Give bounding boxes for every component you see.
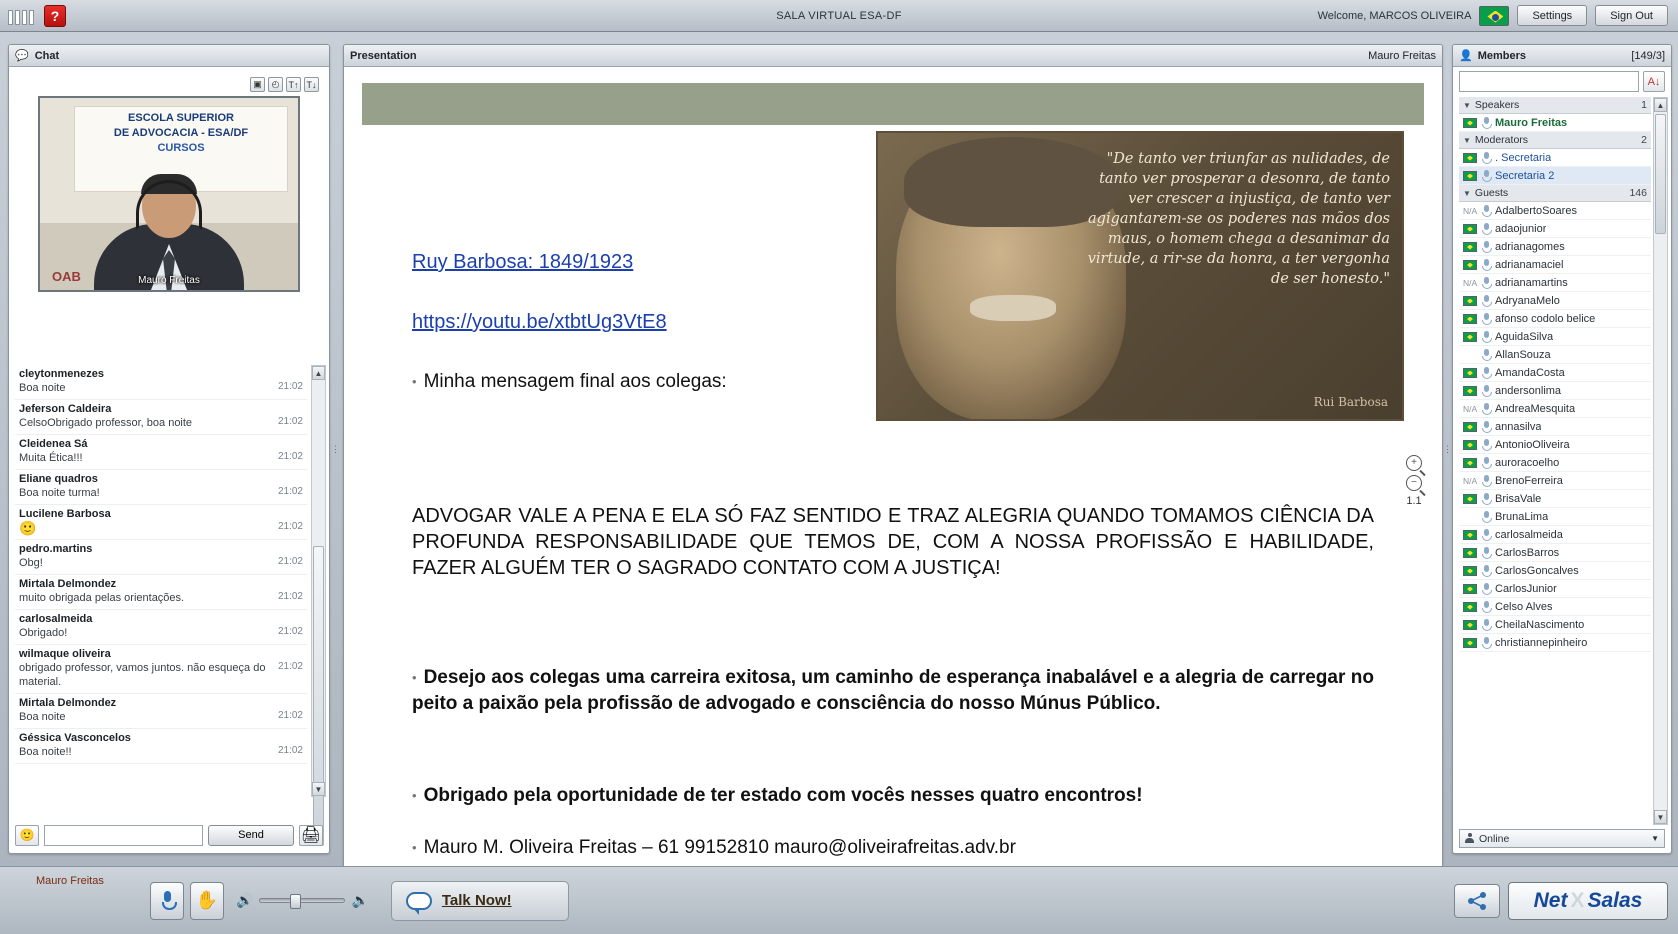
bottom-bar [0, 866, 1678, 934]
member-row[interactable] [1459, 616, 1651, 634]
member-row[interactable] [1459, 167, 1651, 185]
webcam-oab-label: OAB [52, 269, 81, 284]
presentation-title: Presentation [350, 49, 417, 62]
chat-message-user: Mirtala Delmondez [19, 697, 117, 709]
chat-header [9, 45, 329, 67]
chat-message [15, 540, 307, 575]
slide-paragraph-caps: ADVOGAR VALE A PENA E ELA SÓ FAZ SENTIDO E TRAZ ALEGRIA QUANDO TOMAMOS CIÊNCIA DA PROFUNDA RESPONSABILIDADE QUE TEMOS DE, COM A NOSSA PROFISSÃO E HABILIDADE, FAZER ALGUÉM TER O SAGRADO CONTATO COM A JUSTIÇA! [412, 505, 1374, 579]
chat-message-time: 21:02 [277, 745, 303, 756]
chat-message-user: pedro.martins [19, 543, 93, 555]
member-row[interactable] [1459, 292, 1651, 310]
chat-message-text: Boa noite [19, 382, 66, 394]
chat-message-time: 21:02 [277, 626, 303, 637]
microphone-icon [1481, 205, 1491, 217]
slide-bullet-2: • Desejo aos colegas uma carreira exitosa, um caminho de esperança inabalável e a alegria de carregar no peito a paixão pela profissão de advogado e consciência do nosso Múnus Público. [412, 667, 1374, 715]
chat-message-text: obrigado professor, vamos juntos. não esqueça do material. [19, 662, 266, 688]
member-name: AllanSouza [1495, 348, 1551, 361]
chat-message-text: Muita Ética!!! [19, 452, 83, 464]
chat-scrollbar[interactable] [311, 365, 326, 797]
speaker-icon: 🔊 [236, 892, 254, 908]
member-name: AguidaSilva [1495, 330, 1554, 343]
member-group-count: 2 [1641, 134, 1647, 146]
speaking-user-label: Mauro Freitas [36, 875, 104, 887]
member-name: CarlosBarros [1495, 546, 1560, 559]
chat-message-time: 21:02 [277, 556, 303, 567]
brazil-flag-icon[interactable] [1479, 6, 1509, 26]
member-row[interactable] [1459, 526, 1651, 544]
brazil-flag-icon [1463, 584, 1477, 594]
brazil-flag-icon [1463, 620, 1477, 630]
chat-message [15, 400, 307, 435]
chat-scroll-down-icon[interactable]: ▼ [312, 782, 325, 796]
member-name: Celso Alves [1495, 600, 1553, 613]
font-decrease-icon[interactable]: T↓ [304, 77, 319, 92]
members-scrollbar[interactable] [1653, 97, 1668, 825]
member-row[interactable] [1459, 598, 1651, 616]
chat-message-user: Lucilene Barbosa [19, 508, 111, 520]
print-chat-icon[interactable]: 🖨 [299, 825, 323, 846]
members-scroll-down-icon[interactable]: ▼ [1654, 810, 1667, 824]
brazil-flag-icon [1463, 440, 1477, 450]
microphone-icon [1481, 152, 1491, 164]
chat-message-text: Boa noite!! [19, 746, 72, 758]
sign-out-button[interactable]: Sign Out [1595, 5, 1668, 26]
chat-message-user: Mirtala Delmondez [19, 578, 117, 590]
zoom-out-icon[interactable]: − [1406, 475, 1422, 491]
webcam-person [94, 180, 244, 290]
welcome-text: Welcome, MARCOS OLIVEIRA [1317, 9, 1472, 22]
webcam-video[interactable] [38, 96, 300, 292]
chat-message-text: Boa noite turma! [19, 487, 100, 499]
no-camera-label: N/A [1463, 205, 1478, 216]
portrait-quote-text: "De tanto ver triunfar as nulidades, de tanto ver prosperar a desonra, de tanto ver crescer a injustiça, de tanto ver agigantarem-se os poderes nas mãos dos maus, o homem chega a desanimar da virtude, a rir-se da honra, a ter vergonha de ser honesto." [1087, 151, 1390, 287]
presenter-name: Mauro Freitas [1368, 49, 1436, 62]
brazil-flag-icon [1463, 602, 1477, 612]
webcam-clock-icon[interactable]: ◴ [268, 77, 283, 92]
chat-message-user: cleytonmenezes [19, 368, 104, 380]
microphone-icon [1481, 367, 1491, 379]
brazil-flag-icon [1463, 548, 1477, 558]
member-name: AntonioOliveira [1495, 438, 1570, 451]
member-row[interactable] [1459, 220, 1651, 238]
brand-right-text: Salas [1587, 888, 1643, 912]
member-row[interactable] [1459, 472, 1651, 490]
member-list[interactable] [1459, 97, 1651, 825]
member-row[interactable] [1459, 454, 1651, 472]
chat-message-user: wilmaque oliveira [19, 648, 111, 660]
slide-link-youtube[interactable]: https://youtu.be/xtbtUg3VtE8 [412, 311, 667, 333]
raise-hand-icon: ✋ [195, 890, 219, 910]
member-group-header[interactable] [1459, 132, 1651, 149]
microphone-icon [1481, 457, 1491, 469]
chat-message-user: Géssica Vasconcelos [19, 732, 131, 744]
chat-message-text: Boa noite [19, 711, 66, 723]
member-group-header[interactable] [1459, 97, 1651, 114]
chat-scroll-thumb[interactable] [313, 546, 324, 846]
microphone-icon [162, 891, 173, 911]
member-name: AdalbertoSoares [1495, 204, 1577, 217]
left-splitter[interactable]: ⋮ [331, 443, 339, 454]
member-row[interactable] [1459, 310, 1651, 328]
microphone-icon [1481, 421, 1491, 433]
member-name: auroracoelho [1495, 456, 1560, 469]
chat-message-text: CelsoObrigado professor, boa noite [19, 417, 193, 429]
slide-header-band [362, 83, 1424, 125]
webcam-name-label: Mauro Freitas [138, 275, 200, 286]
members-header [1453, 45, 1671, 67]
chat-icon: 💬 [15, 50, 29, 62]
member-search-bar [1459, 71, 1665, 92]
slide-bullet-3: • Obrigado pela oportunidade de ter estado com vocês nesses quatro encontros! [412, 785, 1143, 807]
microphone-icon [1481, 493, 1491, 505]
microphone-icon [1481, 223, 1491, 235]
top-bar-right [1318, 5, 1678, 26]
sort-az-icon[interactable]: A↓ [1643, 71, 1665, 92]
members-title: Members [1477, 49, 1526, 62]
member-row[interactable] [1459, 436, 1651, 454]
chat-message-text: Obrigado! [19, 627, 68, 639]
microphone-icon [1481, 529, 1491, 541]
brazil-flag-icon [1463, 422, 1477, 432]
chat-message-user: Jeferson Caldeira [19, 403, 112, 415]
member-name: adrianamartins [1495, 276, 1568, 289]
member-row[interactable] [1459, 274, 1651, 292]
microphone-icon [1481, 637, 1491, 649]
member-row[interactable] [1459, 238, 1651, 256]
microphone-icon [1481, 403, 1491, 415]
member-row[interactable] [1459, 114, 1651, 132]
talk-now-button[interactable] [391, 881, 569, 921]
settings-button[interactable]: Settings [1517, 5, 1587, 26]
brazil-flag-icon [1463, 314, 1477, 324]
microphone-icon [1481, 170, 1491, 182]
brazil-flag-icon [1463, 332, 1477, 342]
chat-scroll-up-icon[interactable]: ▲ [312, 366, 325, 380]
no-camera-label: N/A [1463, 403, 1478, 414]
microphone-icon [1481, 439, 1491, 451]
microphone-icon [1481, 385, 1491, 397]
chat-message [15, 694, 307, 729]
share-button[interactable] [1454, 884, 1500, 918]
member-row[interactable] [1459, 508, 1651, 526]
chat-message-time: 21:02 [277, 661, 303, 672]
chat-message [15, 470, 307, 505]
member-row[interactable] [1459, 202, 1651, 220]
microphone-icon [1481, 601, 1491, 613]
member-name: christiannepinheiro [1495, 636, 1588, 649]
slide-link-ruy-barbosa[interactable]: Ruy Barbosa: 1849/1923 [412, 251, 634, 273]
microphone-button[interactable] [150, 882, 184, 920]
chat-message-user: Eliane quadros [19, 473, 98, 485]
member-name: afonso codolo belice [1495, 312, 1596, 325]
emoji-picker-icon[interactable]: 🙂 [15, 825, 39, 846]
brazil-flag-icon [1463, 296, 1477, 306]
member-name: andersonlima [1495, 384, 1562, 397]
member-row[interactable] [1459, 400, 1651, 418]
member-name: BrenoFerreira [1495, 474, 1563, 487]
member-name: annasilva [1495, 420, 1542, 433]
zoom-in-icon[interactable]: + [1406, 455, 1422, 471]
member-group-count: 1 [1641, 99, 1647, 111]
member-name: AndreaMesquita [1495, 402, 1576, 415]
member-row[interactable] [1459, 544, 1651, 562]
microphone-icon [1481, 583, 1491, 595]
brazil-flag-icon [1463, 368, 1477, 378]
chat-panel [8, 44, 330, 854]
volume-slider[interactable] [259, 898, 345, 903]
chat-message-list[interactable] [15, 365, 307, 797]
member-group-name: Moderators [1474, 134, 1529, 146]
brazil-flag-icon [1463, 458, 1477, 468]
member-row[interactable] [1459, 634, 1651, 652]
speech-bubble-icon [406, 892, 432, 910]
brazil-flag-icon [1463, 638, 1477, 648]
chevron-down-icon[interactable]: ▼ [1463, 135, 1471, 145]
chat-message-user: carlosalmeida [19, 613, 93, 625]
chat-message-time: 21:02 [277, 710, 303, 721]
member-name: adrianagomes [1495, 240, 1565, 253]
brazil-flag-icon [1463, 386, 1477, 396]
members-panel [1452, 44, 1672, 854]
chat-input[interactable] [44, 825, 203, 846]
microphone-icon [1481, 277, 1491, 289]
chat-message-time: 21:02 [277, 381, 303, 392]
member-name: CheilaNascimento [1495, 618, 1585, 631]
microphone-icon [1481, 565, 1491, 577]
right-splitter[interactable]: ⋮ [1443, 443, 1451, 454]
presentation-header [344, 45, 1442, 67]
microphone-icon [1481, 259, 1491, 271]
member-name: AmandaCosta [1495, 366, 1565, 379]
chevron-down-icon[interactable]: ▼ [1463, 188, 1471, 198]
member-name: Mauro Freitas [1495, 116, 1568, 129]
no-camera-label: N/A [1463, 277, 1478, 288]
talk-now-label: Talk Now! [441, 892, 512, 909]
members-scroll-up-icon[interactable]: ▲ [1654, 98, 1667, 112]
member-row[interactable] [1459, 382, 1651, 400]
brazil-flag-icon [1463, 118, 1477, 128]
member-name: . Secretaria [1495, 151, 1552, 164]
chat-message [15, 610, 307, 645]
chat-message-time: 21:02 [277, 521, 303, 532]
chat-message-user: Cleidenea Sá [19, 438, 88, 450]
microphone-icon [1481, 547, 1491, 559]
help-button[interactable]: ? [44, 5, 66, 27]
webcam-snapshot-icon[interactable]: ▣ [250, 77, 265, 92]
chevron-down-icon[interactable]: ▼ [1463, 100, 1471, 110]
chat-message-time: 21:02 [277, 416, 303, 427]
members-scroll-thumb[interactable] [1655, 114, 1666, 234]
chat-message-text: Obg! [19, 557, 43, 569]
member-row[interactable] [1459, 490, 1651, 508]
members-icon: 👤 [1459, 50, 1473, 62]
bottom-bar-right [1454, 882, 1678, 920]
room-title: SALA VIRTUAL ESA-DF [776, 9, 902, 22]
member-row[interactable] [1459, 364, 1651, 382]
send-button[interactable]: Send [208, 825, 294, 846]
brazil-flag-icon [1463, 566, 1477, 576]
brazil-flag-icon [1463, 171, 1477, 181]
member-status-label: Online [1479, 832, 1510, 845]
member-name: BrunaLima [1495, 510, 1549, 523]
webcam-toolbar [9, 75, 329, 96]
member-group-header[interactable] [1459, 185, 1651, 202]
member-group-name: Guests [1474, 187, 1509, 199]
chat-message [15, 645, 307, 694]
chat-message [15, 729, 307, 764]
slide-bullet-4: • Mauro M. Oliveira Freitas – 61 99152810 mauro@oliveirafreitas.adv.br [412, 837, 1016, 859]
microphone-icon [1481, 117, 1491, 129]
person-icon [1465, 833, 1474, 844]
member-row[interactable] [1459, 256, 1651, 274]
slide-canvas[interactable] [354, 73, 1432, 875]
brazil-flag-icon [1463, 530, 1477, 540]
brazil-flag-icon [1463, 153, 1477, 163]
chat-message-text: 🙂 [19, 520, 37, 536]
microphone-icon [1481, 331, 1491, 343]
member-search-input[interactable] [1459, 71, 1639, 92]
chat-title: Chat [34, 49, 60, 62]
brazil-flag-icon [1463, 494, 1477, 504]
member-row[interactable] [1459, 346, 1651, 364]
member-name: CarlosGoncalves [1495, 564, 1579, 577]
brazil-flag-icon [1463, 224, 1477, 234]
microphone-icon [1481, 241, 1491, 253]
microphone-icon [1481, 511, 1491, 523]
chat-input-bar [15, 823, 323, 847]
microphone-icon [1481, 475, 1491, 487]
chat-message [15, 365, 307, 400]
share-icon [1466, 891, 1488, 911]
microphone-icon [1481, 295, 1491, 307]
chat-message [15, 505, 307, 540]
slide-bullet-1: • Minha mensagem final aos colegas: [412, 371, 727, 392]
member-group-name: Speakers [1474, 99, 1520, 111]
brazil-flag-icon [1463, 242, 1477, 252]
brazil-flag-icon [1463, 260, 1477, 270]
font-increase-icon[interactable]: T↑ [286, 77, 301, 92]
member-name: adrianamaciel [1495, 258, 1564, 271]
webcam-banner: ESCOLA SUPERIOR DE ADVOCACIA - ESA/DF CURSOS [74, 106, 288, 192]
member-group-count: 146 [1629, 187, 1647, 199]
zoom-level-label: 1.1 [1406, 495, 1422, 507]
speaker-max-icon: 🔈 [351, 892, 369, 908]
chat-message-text: muito obrigada pelas orientações. [19, 592, 185, 604]
chat-message [15, 575, 307, 610]
chat-message-time: 21:02 [277, 486, 303, 497]
top-bar [0, 0, 1678, 32]
member-row[interactable] [1459, 418, 1651, 436]
no-camera-label: N/A [1463, 475, 1478, 486]
microphone-icon [1481, 313, 1491, 325]
member-name: CarlosJunior [1495, 582, 1557, 595]
webcam-area [9, 75, 329, 292]
zoom-controls [1402, 455, 1426, 507]
member-row[interactable] [1459, 580, 1651, 598]
volume-slider-knob[interactable] [290, 894, 301, 909]
chat-message [15, 435, 307, 470]
microphone-icon [1481, 349, 1491, 361]
chevron-down-icon[interactable]: ▼ [1651, 834, 1659, 843]
member-name: adaojunior [1495, 222, 1547, 235]
member-name: AdryanaMelo [1495, 294, 1560, 307]
member-name: Secretaria 2 [1495, 169, 1555, 182]
member-row[interactable] [1459, 328, 1651, 346]
microphone-icon [1481, 619, 1491, 631]
member-name: BrisaVale [1495, 492, 1542, 505]
chat-message-time: 21:02 [277, 451, 303, 462]
raise-hand-button[interactable] [190, 882, 224, 920]
member-name: carlosalmeida [1495, 528, 1563, 541]
member-row[interactable] [1459, 149, 1651, 167]
slide-portrait-image [876, 131, 1404, 421]
brand-left-text: Net [1533, 888, 1568, 912]
chat-message-time: 21:02 [277, 591, 303, 602]
members-count-badge: [149/3] [1631, 49, 1665, 62]
member-row[interactable] [1459, 562, 1651, 580]
presentation-panel [343, 44, 1443, 884]
netsalas-logo [1508, 882, 1668, 920]
volume-control[interactable] [236, 892, 369, 909]
brand-x-text: X [1570, 888, 1585, 912]
member-status-select[interactable] [1459, 829, 1665, 848]
portrait-quote-author: Rui Barbosa [1313, 395, 1388, 409]
